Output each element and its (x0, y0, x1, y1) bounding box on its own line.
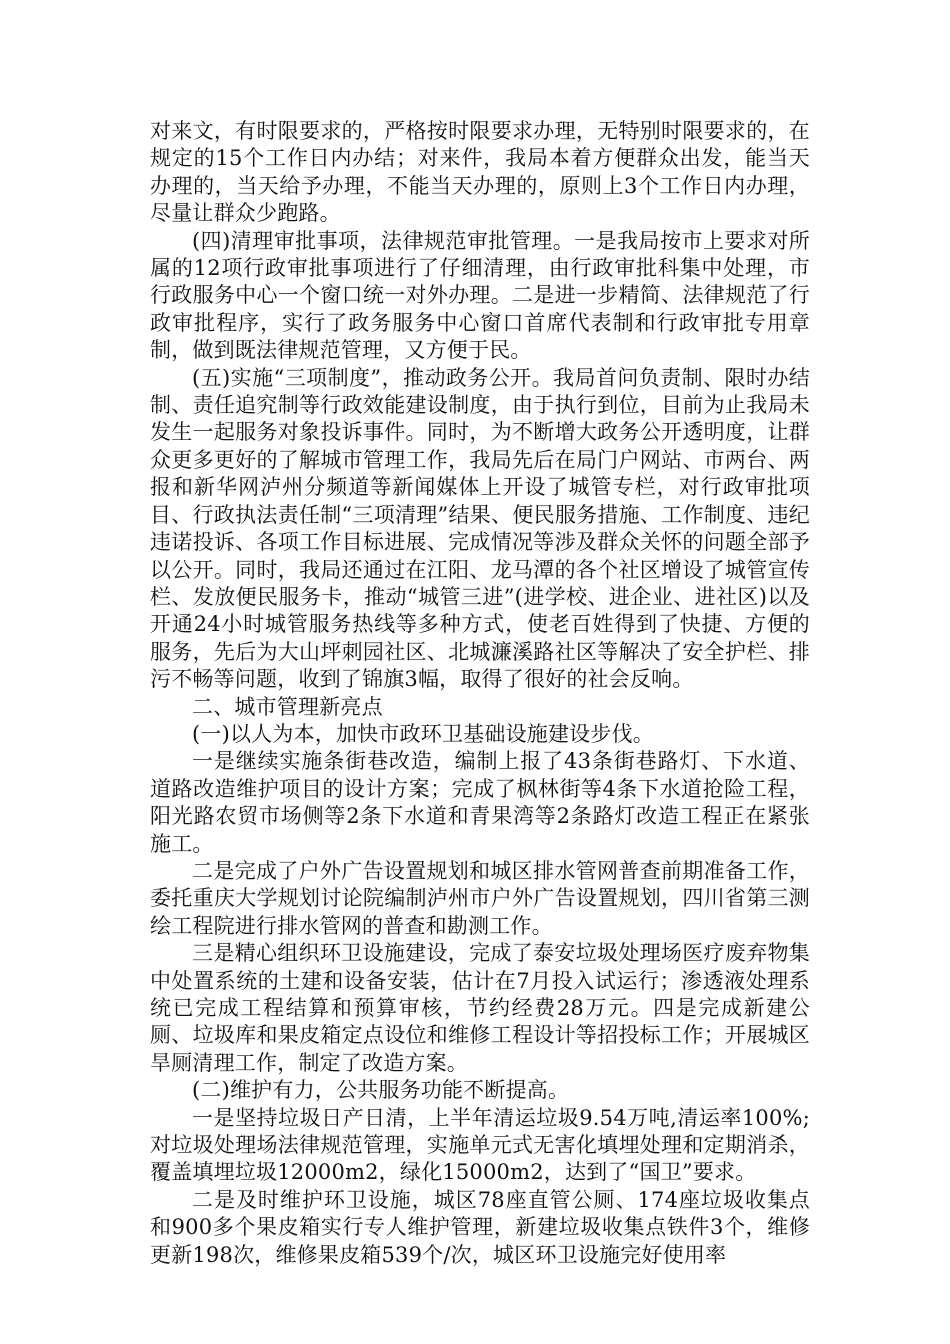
paragraph-section-4: (四)清理审批事项，法律规范审批管理。一是我局按市上要求对所属的12项行政审批事项进行了仔细清理，由行政审批科集中处理，市行政服务中心一个窗口统一对外办理。二是进一步精简、法律规范了行政审批程序，实行了政务服务中心窗口首席代表制和行政审批专用章制，做到既法律规范管理，又方便于民。 (150, 228, 810, 363)
paragraph-item-2: 二是完成了户外广告设置规划和城区排水管网普查前期准备工作，委托重庆大学规划讨论院编制泸州市户外广告设置规划，四川省第三测绘工程院进行排水管网的普查和勘测工作。 (150, 858, 810, 938)
paragraph-item-5: 二是及时维护环卫设施，城区78座直管公厕、174座垃圾收集点和900多个果皮箱实行专人维护管理，新建垃圾收集点铁件3个，维修更新198次，维修果皮箱539个/次，城区环卫设施完好使用率 (150, 1187, 810, 1267)
subsection-heading-1: (一)以人为本，加快市政环卫基础设施建设步伐。 (192, 721, 654, 746)
paragraph-continuation: 对来文，有时限要求的，严格按时限要求办理，无特别时限要求的，在规定的15个工作日内办结；对来件，我局本着方便群众出发，能当天办理的，当天给予办理，不能当天办理的，原则上3个工作日内办理，尽量让群众少跑路。 (150, 119, 810, 226)
subsection-heading-2: (二)维护有力，公共服务功能不断提高。 (192, 1078, 570, 1103)
document-body (150, 118, 810, 1269)
paragraph-item-3: 三是精心组织环卫设施建设，完成了泰安垃圾处理场医疗废弃物集中处置系统的土建和设备安装，估计在7月投入试运行；渗透液处理系统已完成工程结算和预算审核，节约经费28万元。四是完成新建公厕、垃圾库和果皮箱定点设位和维修工程设计等招投标工作；开展城区旱厕清理工作，制定了改造方案。 (150, 941, 810, 1075)
paragraph-item-4: 一是坚持垃圾日产日清，上半年清运垃圾9.54万吨,清运率100%;对垃圾处理场法律规范管理，实施单元式无害化填埋处理和定期消杀，覆盖填埋垃圾12000m2，绿化15000m2，达到了“国卫”要求。 (150, 1105, 810, 1185)
paragraph-item-1: 一是继续实施条街巷改造，编制上报了43条街巷路灯、下水道、道路改造维护项目的设计方案；完成了枫林街等4条下水道抢险工程，阳光路农贸市场侧等2条下水道和青果湾等2条路灯改造工程正在紧张施工。 (150, 749, 810, 856)
paragraph-section-5: (五)实施“三项制度”，推动政务公开。我局首问负责制、限时办结制、责任追究制等行政效能建设制度，由于执行到位，目前为止我局未发生一起服务对象投诉事件。同时，为不断增大政务公开透明度，让群众更多更好的了解城市管理工作，我局先后在局门户网站、市两台、两报和新华网泸州分频道等新闻媒体上开设了城管专栏，对行政审批项目、行政执法责任制“三项清理”结果、便民服务措施、工作制度、违纪违诺投诉、各项工作目标进展、完成情况等涉及群众关怀的问题全部予以公开。同时，我局还通过在江阳、龙马潭的各个社区增设了城管宣传栏、发放便民服务卡，推动“城管三进”(进学校、进企业、进社区)以及开通24小时城管服务热线等多种方式，使老百姓得到了快捷、方便的服务，先后为大山坪刺园社区、北城濂溪路社区等解决了安全护栏、排污不畅等问题，收到了锦旗3幅，取得了很好的社会反响。 (150, 365, 810, 692)
section-heading: 二、城市管理新亮点 (192, 694, 383, 719)
